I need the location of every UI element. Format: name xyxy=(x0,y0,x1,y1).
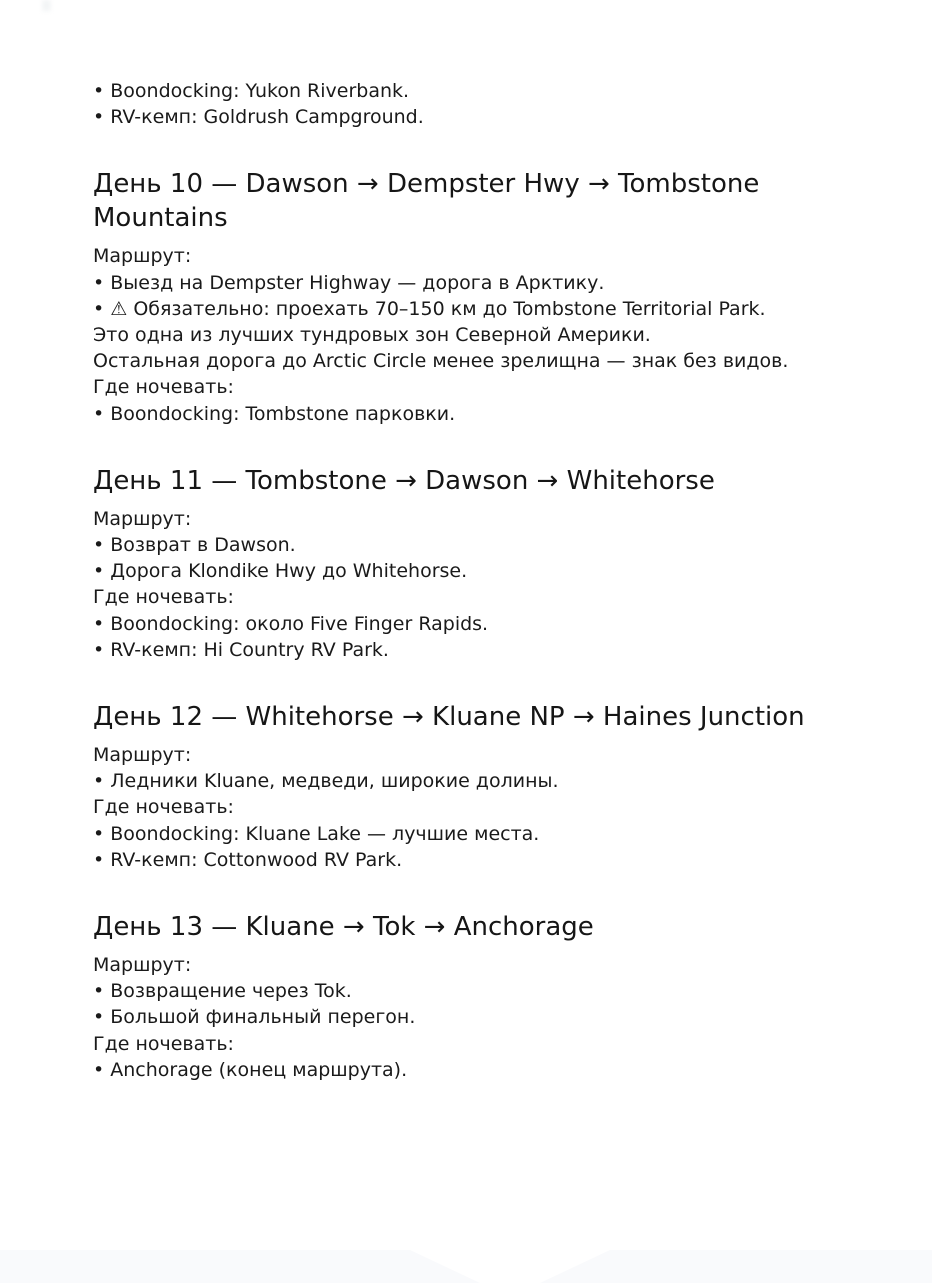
bottom-gradient-band xyxy=(0,1250,932,1283)
document-content xyxy=(93,78,869,1083)
route-label: Маршрут: xyxy=(93,954,192,977)
bullet-rv-camp-goldrush: • RV-кемп: Goldrush Campground. xyxy=(93,106,424,129)
bullet-kluane-lake: • Boondocking: Kluane Lake — лучшие места. xyxy=(93,822,540,845)
overnight-label: Где ночевать: xyxy=(93,796,234,819)
route-label: Маршрут: xyxy=(93,744,192,767)
bullet-klondike-hwy: • Дорога Klondike Hwy до Whitehorse. xyxy=(93,560,468,583)
day-10-heading: День 10 — Dawson → Dempster Hwy → Tombstone Mountains xyxy=(93,169,760,234)
route-label: Маршрут: xyxy=(93,507,192,530)
bullet-dempster-highway: • Выезд на Dempster Highway — дорога в Арктику. xyxy=(93,271,605,294)
overnight-label: Где ночевать: xyxy=(93,586,234,609)
bullet-warning-tombstone-park: • ⚠ Обязательно: проехать 70–150 км до Tombstone Territorial Park. xyxy=(93,297,766,320)
bullet-final-leg: • Большой финальный перегон. xyxy=(93,1006,416,1029)
day-13-heading: День 13 — Kluane → Tok → Anchorage xyxy=(93,912,594,943)
bottom-band-left-shape xyxy=(0,1250,480,1283)
bullet-kluane-glaciers: • Ледники Kluane, медведи, широкие долины. xyxy=(93,770,559,793)
text-tundra-zones: Это одна из лучших тундровых зон Северной Америки. xyxy=(93,324,651,347)
bullet-return-via-tok: • Возвращение через Tok. xyxy=(93,980,352,1003)
text-arctic-circle: Остальная дорога до Arctic Circle менее зрелищна — знак без видов. xyxy=(93,350,789,373)
bullet-boondocking-tombstone: • Boondocking: Tombstone парковки. xyxy=(93,402,456,425)
overnight-label: Где ночевать: xyxy=(93,1032,234,1055)
overnight-label: Где ночевать: xyxy=(93,376,234,399)
bullet-return-dawson: • Возврат в Dawson. xyxy=(93,534,296,557)
top-left-artifact xyxy=(42,0,51,11)
bullet-cottonwood-rv-park: • RV-кемп: Cottonwood RV Park. xyxy=(93,848,403,871)
day-11-heading: День 11 — Tombstone → Dawson → Whitehorse xyxy=(93,465,715,496)
route-label: Маршрут: xyxy=(93,245,192,268)
bullet-boondocking-yukon-riverbank: • Boondocking: Yukon Riverbank. xyxy=(93,80,410,102)
day-12-heading: День 12 — Whitehorse → Kluane NP → Haines Junction xyxy=(93,702,805,733)
bullet-hi-country-rv-park: • RV-кемп: Hi Country RV Park. xyxy=(93,638,389,661)
bullet-anchorage-end: • Anchorage (конец маршрута). xyxy=(93,1058,408,1081)
bullet-five-finger-rapids: • Boondocking: около Five Finger Rapids. xyxy=(93,612,489,635)
bottom-band-right-shape xyxy=(540,1250,932,1283)
